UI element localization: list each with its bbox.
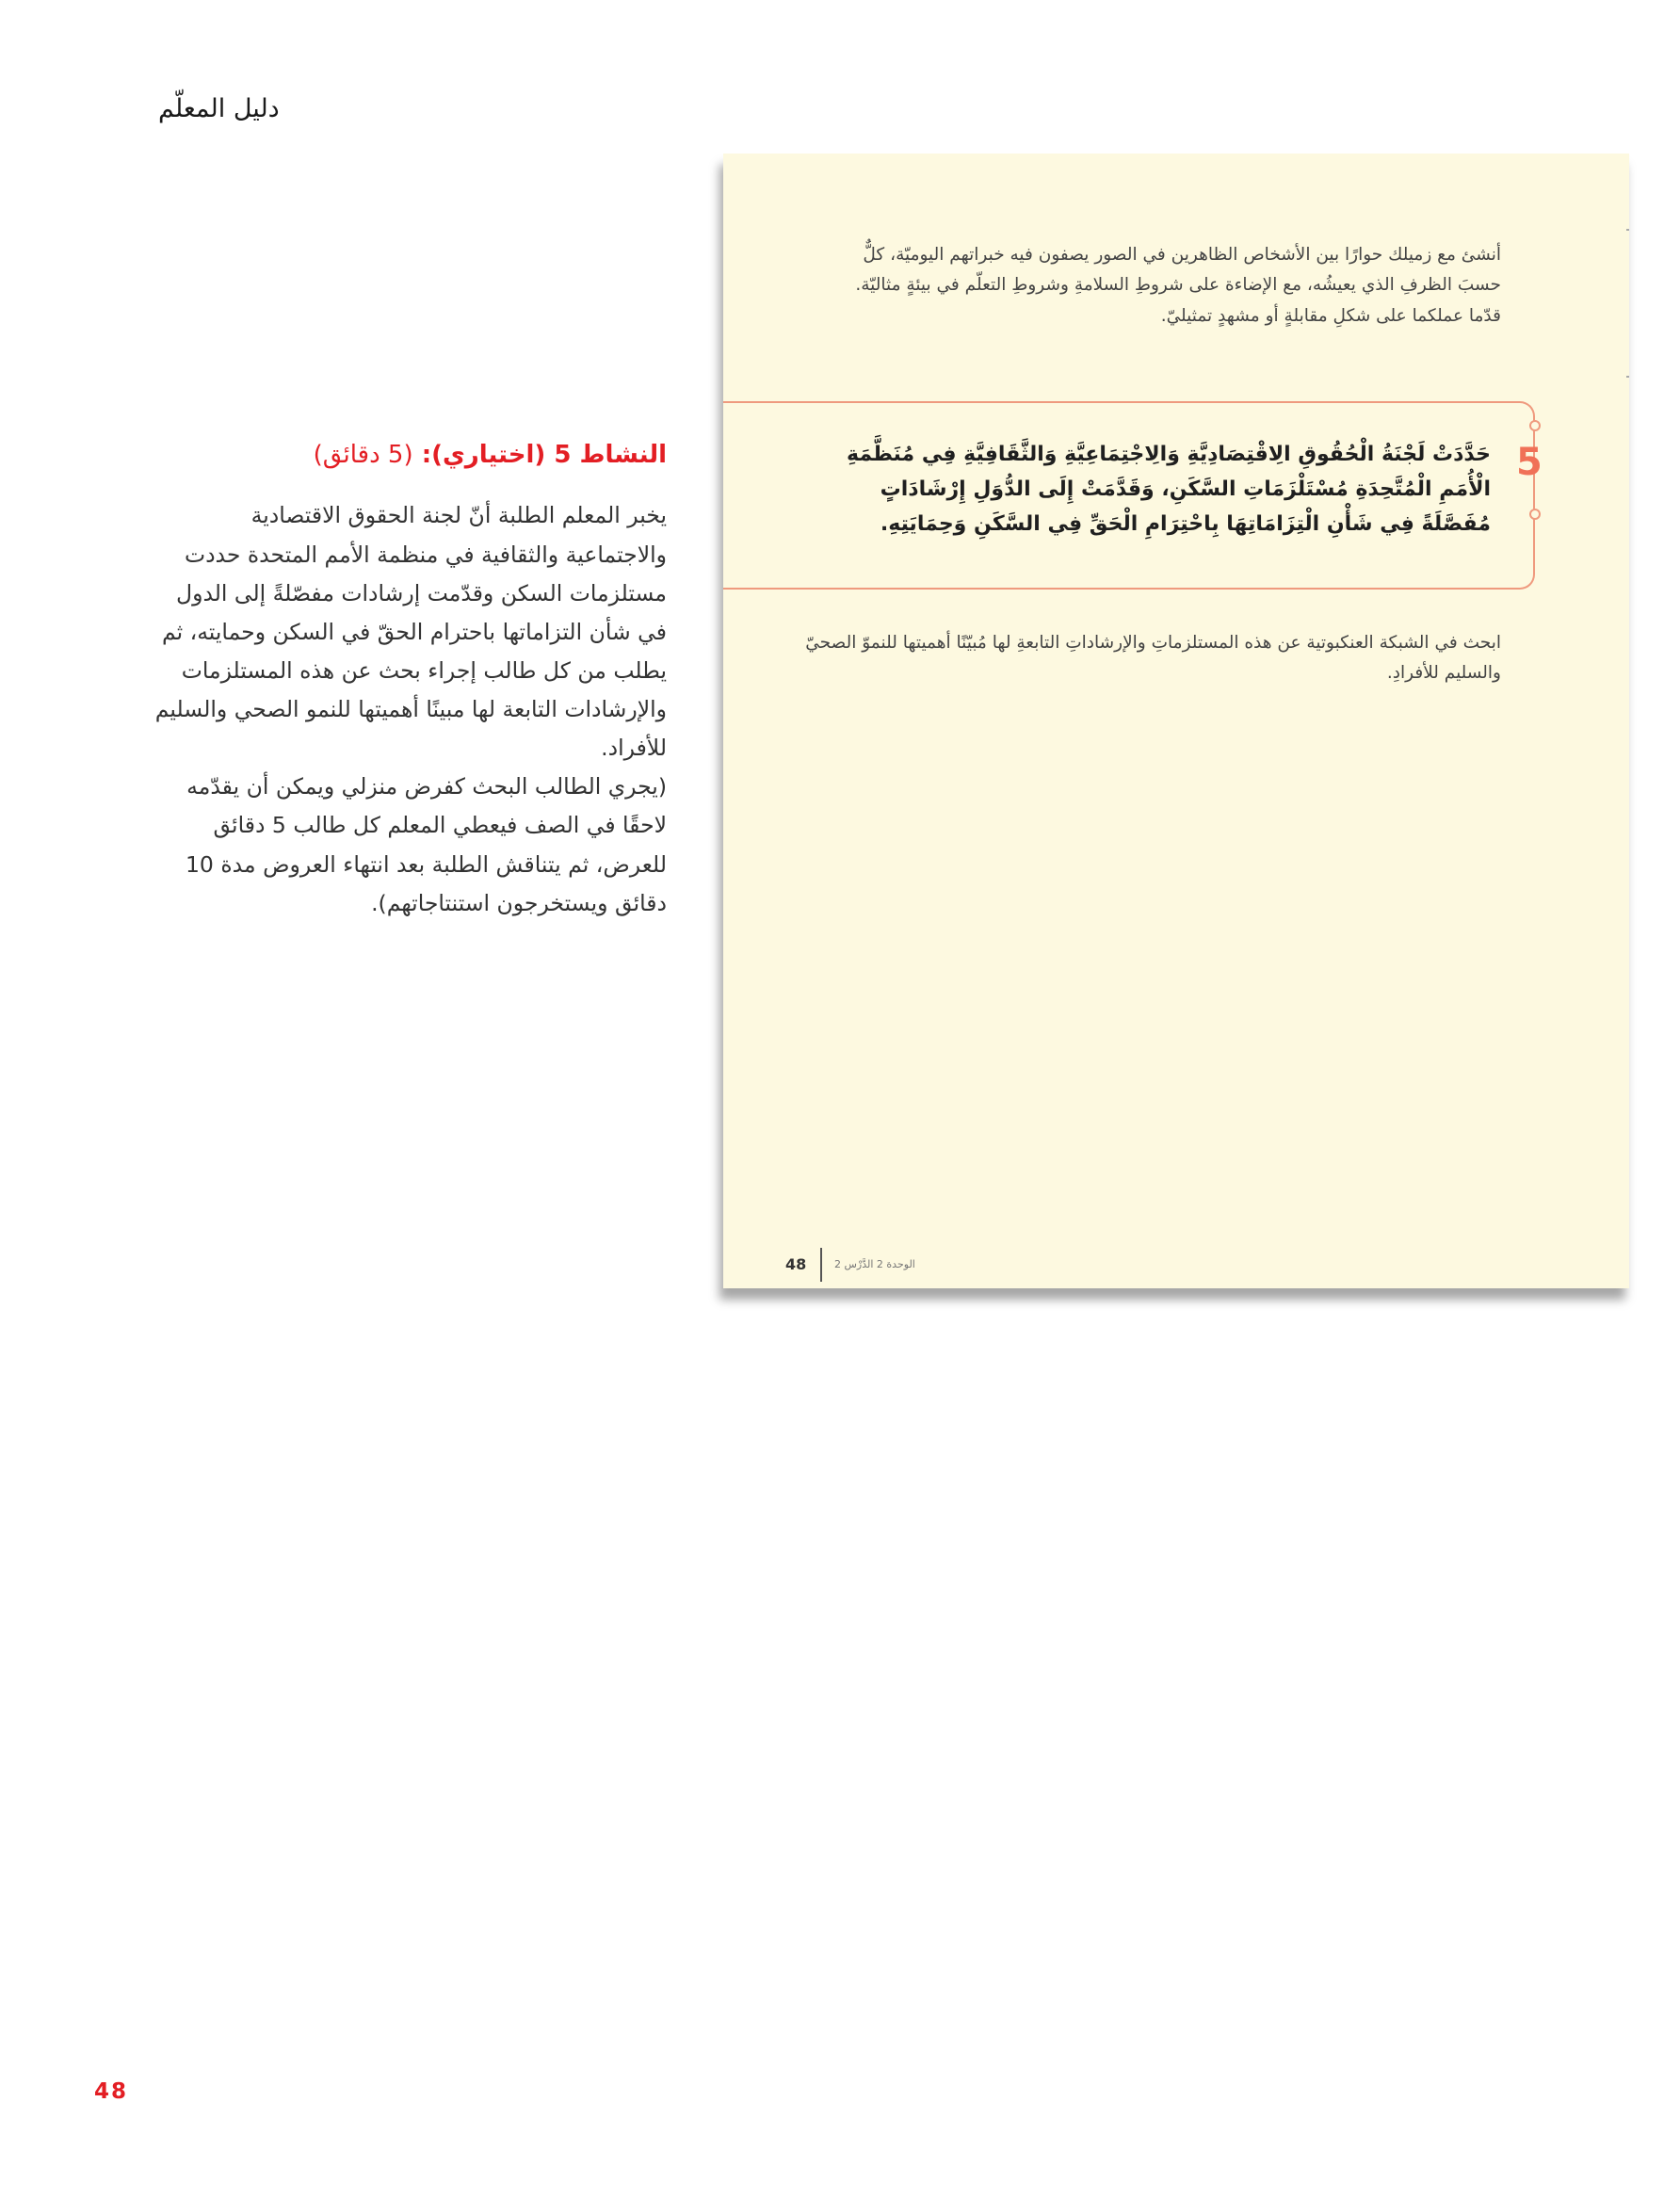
- teacher-paragraph-2: (يجري الطالب البحث كفرض منزلي ويمكن أن يقدّمه لاحقًا في الصف فيعطي المعلم كل طالب 5 دقائق للعرض، ثم يتناقش الطلبة بعد انتهاء العروض مدة 10 دقائق ويستخرجون استنتاجاتهم).: [185, 773, 667, 916]
- page-edge-mark: [1626, 376, 1629, 378]
- activity-heading: [151, 438, 667, 472]
- page-number: 48: [94, 2079, 129, 2104]
- callout-text: حَدَّدَتْ لَجْنَةُ الْحُقُوقِ الِاقْتِصَادِيَّةِ وَالِاجْتِمَاعِيَّةِ وَالثَّقَافِيَّةِ فِي مُنَظَّمَةِ الْأُمَمِ الْمُتَّحِدَةِ مُسْتَلْزَمَاتِ السَّكَنِ، وَقَدَّمَتْ إِلَى الدُّوَلِ إِرْشَادَاتٍ مُفَصَّلَةً فِي شَأْنِ الْتِزَامَاتِهَا بِاحْتِرَامِ الْحَقِّ فِي السَّكَنِ وَحِمَايَتِهِ.: [847, 443, 1491, 536]
- book-page-number: 48: [785, 1255, 807, 1273]
- callout-dot-top: [1529, 420, 1541, 431]
- activity-title: النشاط 5 (اختياري):: [421, 441, 667, 469]
- unit-lesson-label: الوحدة 2 الدَّرْس 2: [834, 1258, 915, 1270]
- book-task: ابحث في الشبكة العنكبوتية عن هذه المستلزماتِ والإرشاداتِ التابعةِ لها مُبيّنًا أهميتها للنموّ الصحيّ والسليم للأفرادِ.: [805, 633, 1501, 684]
- book-intro: [817, 240, 1501, 331]
- book-footer: [751, 1248, 1034, 1282]
- guide-title: دليل المعلّم: [158, 94, 280, 123]
- student-book-page: [723, 154, 1629, 1288]
- callout-dot-bottom: [1529, 509, 1541, 520]
- footer-divider: [820, 1248, 822, 1282]
- callout-number: 5: [1516, 441, 1543, 484]
- intro-line-1: أنشئ مع زميلك حوارًا بين الأشخاص الظاهرين في الصور يصفون فيه خبراتهم اليوميّة، كلٌّ حسبَ الظرفِ الذي يعيشُه، مع الإضاءة على شروطِ السلامةِ وشروطِ التعلّم في بيئةٍ مثاليّة.: [855, 245, 1501, 296]
- intro-line-2: قدّما عملكما على شكلِ مقابلةٍ أو مشهدٍ تمثيليّ.: [1160, 305, 1501, 326]
- page-edge-mark: [1626, 229, 1629, 231]
- teacher-notes: [151, 438, 667, 923]
- activity-duration: (5 دقائق): [313, 441, 413, 469]
- teacher-paragraph-1: يخبر المعلم الطلبة أنّ لجنة الحقوق الاقتصادية والاجتماعية والثقافية في منظمة الأمم المتحدة حددت مستلزمات السكن وقدّمت إرشادات مفصّلةً إلى الدول في شأن التزاماتها باحترام الحقّ في السكن وحمايته، ثم يطلب من كل طالب إجراء بحث عن هذه المستلزمات والإرشادات التابعة لها مبينًا أهميتها للنمو الصحي والسليم للأفراد.: [154, 502, 667, 762]
